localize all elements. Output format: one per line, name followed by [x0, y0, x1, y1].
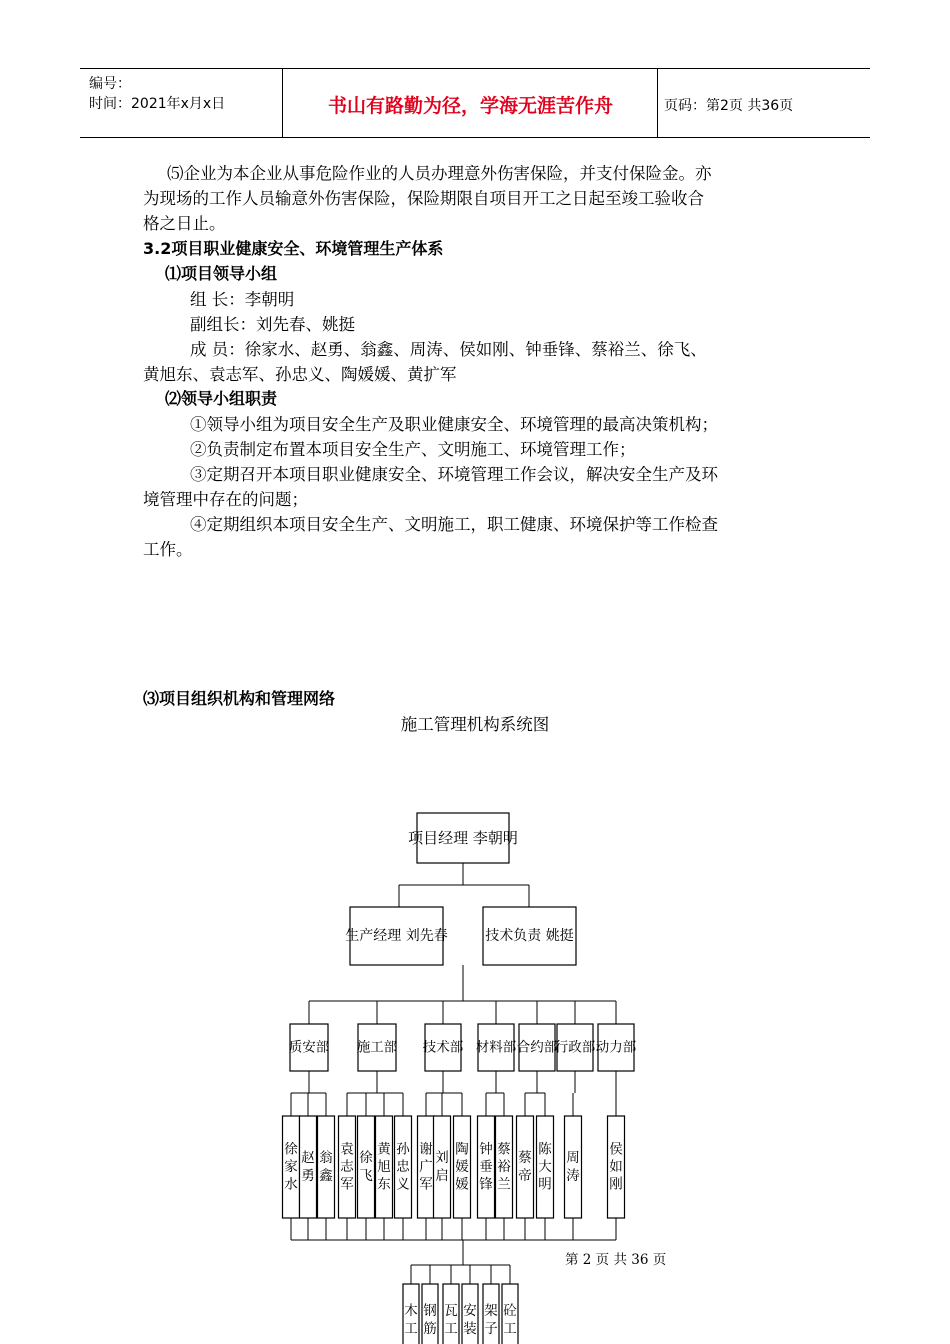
team-name: 安装 [463, 1303, 477, 1337]
vice-leader-line: 副组长：刘先春、姚挺 [190, 315, 355, 334]
department-label: 行政部 [554, 1039, 596, 1056]
staff-name: 刘启 [435, 1150, 449, 1184]
org-top-label: 项目经理 李朝明 [408, 829, 518, 847]
doc-time: 时间：2021年x月x日 [89, 96, 226, 112]
department-label: 合约部 [516, 1039, 558, 1056]
department-label: 动力部 [595, 1039, 637, 1056]
staff-name: 孙忠义 [396, 1141, 410, 1193]
header-motto: 书山有路勤为径，学海无涯苦作舟 [327, 95, 613, 117]
subsection-heading: ⑵领导小组职责 [165, 389, 278, 408]
team-name: 木工 [404, 1303, 418, 1337]
staff-name: 徐飞 [359, 1150, 373, 1184]
leader-line: 组 长：李朝明 [190, 290, 295, 309]
members-line: 黄旭东、袁志军、孙忠义、陶媛媛、黄扩军 [143, 365, 457, 384]
staff-name: 陈大明 [538, 1141, 552, 1193]
header-page-number: 页码：第2页 共36页 [664, 98, 794, 114]
doc-number: 编号： [89, 76, 131, 92]
staff-name: 徐家水 [284, 1141, 298, 1193]
staff-name: 侯如刚 [609, 1141, 623, 1193]
duty-line: 工作。 [143, 540, 193, 559]
staff-name: 陶媛媛 [455, 1141, 469, 1193]
staff-name: 赵勇 [301, 1150, 315, 1184]
department-label: 施工部 [356, 1039, 398, 1056]
members-line: 成 员：徐家水、赵勇、翁鑫、周涛、侯如刚、钟垂锋、蔡裕兰、徐飞、 [190, 340, 707, 359]
duty-line: ①领导小组为项目安全生产及职业健康安全、环境管理的最高决策机构； [190, 415, 718, 434]
duty-line: ③定期召开本项目职业健康安全、环境管理工作会议，解决安全生产及环 [190, 465, 718, 484]
duty-line: ④定期组织本项目安全生产、文明施工，职工健康、环境保护等工作检查 [190, 515, 718, 534]
staff-name: 蔡帝 [518, 1150, 532, 1184]
staff-name: 翁鑫 [319, 1150, 333, 1184]
duty-line: 境管理中存在的问题； [143, 490, 308, 509]
subsection-heading: ⑶项目组织机构和管理网络 [143, 689, 336, 708]
page-footer: 第 2 页 共 36 页 [565, 1252, 667, 1268]
staff-name: 袁志军 [340, 1141, 354, 1193]
duty-line: ②负责制定布置本项目安全生产、文明施工、环境管理工作； [190, 440, 636, 459]
org-manager-label: 技术负责 姚挺 [485, 928, 574, 944]
paragraph-line: 格之日止。 [143, 214, 226, 233]
staff-name: 钟垂锋 [479, 1141, 493, 1193]
department-label: 材料部 [475, 1039, 517, 1056]
subsection-heading: ⑴项目领导小组 [165, 264, 278, 283]
org-manager-label: 生产经理 刘先春 [345, 928, 448, 944]
department-label: 质安部 [288, 1039, 330, 1056]
staff-name: 蔡裕兰 [497, 1141, 511, 1193]
team-name: 架子 [484, 1303, 498, 1337]
staff-name: 黄旭东 [377, 1141, 391, 1193]
chart-caption: 施工管理机构系统图 [400, 715, 550, 734]
department-label: 技术部 [422, 1039, 464, 1056]
section-heading: 3.2项目职业健康安全、环境管理生产体系 [143, 239, 444, 258]
team-name: 砼工 [503, 1303, 517, 1337]
staff-name: 谢广军 [419, 1141, 433, 1193]
staff-name: 周涛 [566, 1150, 580, 1184]
paragraph-line: ⑸企业为本企业从事危险作业的人员办理意外伤害保险，并支付保险金。亦 [167, 164, 712, 183]
team-name: 瓦工 [444, 1303, 458, 1337]
team-name: 钢筋 [423, 1303, 437, 1337]
paragraph-line: 为现场的工作人员输意外伤害保险，保险期限自项目开工之日起至竣工验收合 [143, 189, 704, 208]
